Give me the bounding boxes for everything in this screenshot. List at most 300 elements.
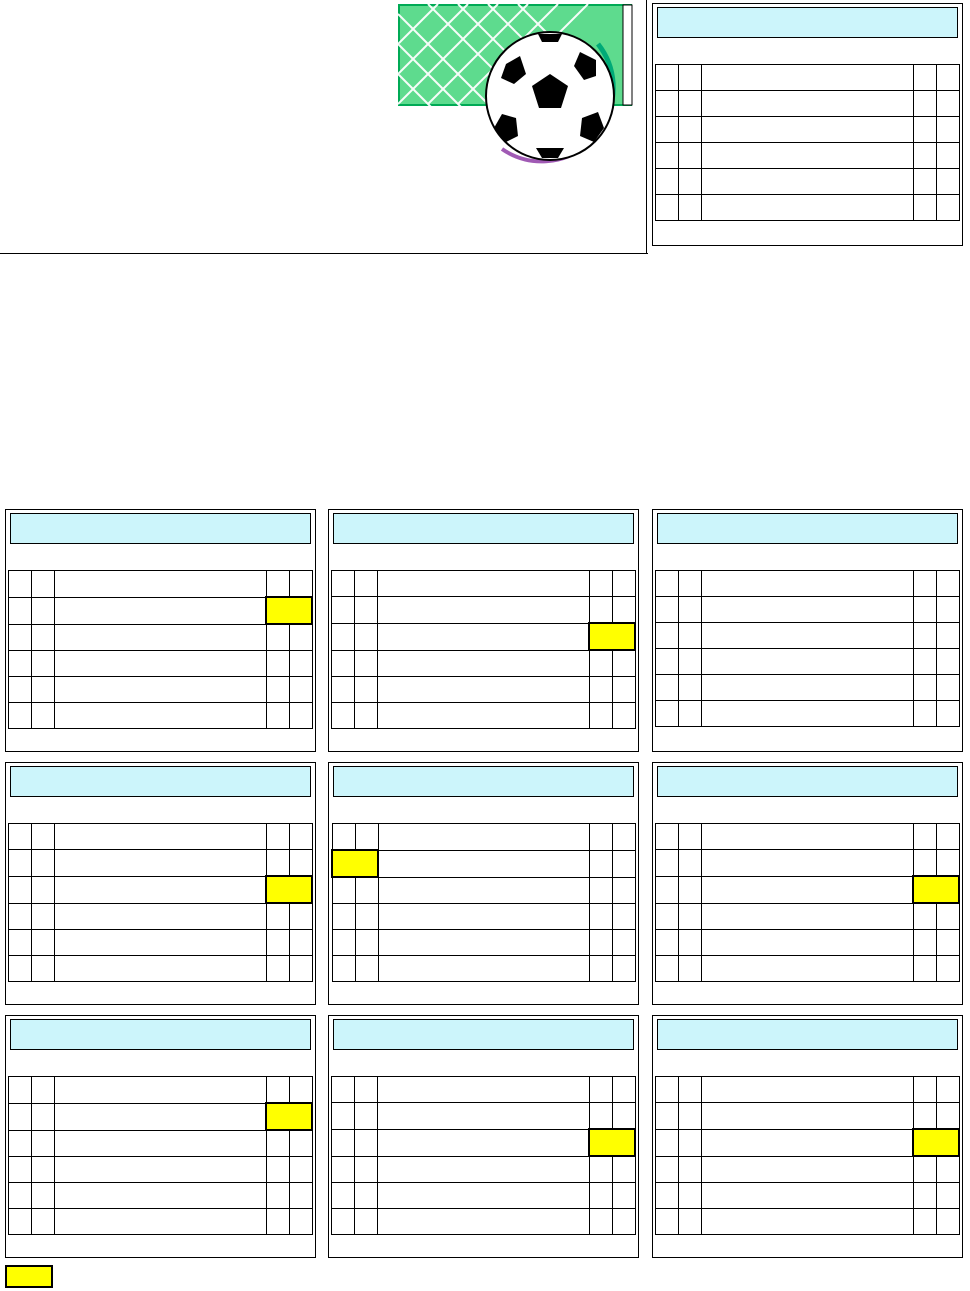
ritorno-away-score [289, 677, 312, 703]
match-row [656, 1077, 960, 1103]
andata-away-score [32, 956, 55, 982]
match-teams [378, 956, 590, 982]
match-teams [55, 703, 267, 729]
ritorno-away-score [936, 1077, 959, 1103]
match-teams [55, 850, 267, 877]
ritorno-home-score [266, 571, 289, 598]
match-teams [702, 956, 914, 982]
ritorno-home-score [266, 903, 289, 930]
matches-table [8, 570, 313, 729]
andata-home-score [332, 956, 355, 982]
match-row [9, 850, 313, 877]
andata-away-score [679, 1156, 702, 1183]
ritorno-home-score [914, 701, 937, 727]
andata-away-score [32, 903, 55, 930]
match-teams [702, 571, 914, 597]
match-teams [378, 1209, 590, 1235]
ritorno-home-score [914, 649, 937, 675]
andata-home-score [656, 1103, 679, 1130]
ritorno-home-score [589, 1129, 612, 1156]
andata-away-score [679, 117, 702, 143]
andata-home-score [656, 1156, 679, 1183]
ritorno-home-score [266, 1130, 289, 1157]
match-teams [55, 624, 267, 651]
ritorno-away-score [289, 903, 312, 930]
ritorno-away-score [937, 701, 960, 727]
andata-home-score [9, 703, 32, 729]
andata-home-score [656, 1209, 679, 1235]
andata-away-score [32, 1157, 55, 1183]
andata-home-score [656, 1077, 679, 1103]
giornata-title [10, 513, 311, 544]
andata-home-score [656, 649, 679, 675]
andata-away-score [355, 623, 378, 650]
ritorno-away-score [289, 956, 312, 982]
giornata-panel [5, 762, 316, 1005]
matches-table [655, 1076, 960, 1235]
ritorno-home-score [266, 651, 289, 677]
match-row [332, 877, 636, 904]
match-teams [702, 1183, 914, 1209]
match-teams [55, 1130, 267, 1157]
ritorno-home-score [589, 1077, 612, 1103]
ritorno-home-score [590, 824, 613, 851]
ritorno-home-score [913, 1156, 936, 1183]
andata-away-score [679, 930, 702, 956]
giornata-panel [5, 1015, 316, 1258]
match-row [332, 930, 636, 956]
ritorno-away-score [936, 850, 959, 877]
ritorno-home-score [913, 824, 936, 850]
ritorno-home-score [589, 571, 612, 597]
match-teams [702, 623, 914, 649]
giornata-panel [652, 762, 963, 1005]
match-row [332, 824, 636, 851]
andata-home-score [656, 143, 679, 169]
andata-home-score [332, 1209, 355, 1235]
ritorno-home-score [914, 623, 937, 649]
match-row [656, 1156, 960, 1183]
ritorno-away-score [937, 649, 960, 675]
matches-table [331, 570, 636, 729]
andata-home-score [9, 1157, 32, 1183]
andata-away-score [355, 1183, 378, 1209]
ritorno-home-score [589, 1209, 612, 1235]
match-teams [55, 956, 267, 982]
andata-away-score [679, 649, 702, 675]
ritorno-away-score [612, 650, 635, 677]
andata-away-score [32, 1103, 55, 1130]
ritorno-home-score [589, 650, 612, 677]
match-row [332, 1183, 636, 1209]
andata-away-score [355, 930, 378, 956]
ritorno-home-score [913, 1129, 936, 1156]
giornata-panel [652, 509, 963, 752]
match-row [656, 876, 960, 903]
andata-home-score [332, 1077, 355, 1103]
match-teams [378, 904, 590, 930]
andata-away-score [355, 1209, 378, 1235]
match-row [332, 850, 636, 877]
match-row [656, 117, 960, 143]
match-row [9, 703, 313, 729]
legend-swatch [5, 1265, 53, 1288]
giornata-dates [8, 1052, 313, 1074]
ritorno-home-score [914, 169, 937, 195]
ritorno-away-score [612, 1183, 635, 1209]
andata-home-score [656, 824, 679, 850]
match-teams [702, 91, 914, 117]
ritorno-home-score [266, 677, 289, 703]
ritorno-away-score [936, 1183, 959, 1209]
match-teams [55, 571, 267, 598]
ritorno-home-score [266, 824, 289, 850]
ritorno-home-score [913, 1103, 936, 1130]
andata-home-score [656, 597, 679, 623]
ritorno-home-score [266, 930, 289, 956]
ritorno-away-score [289, 1103, 312, 1130]
andata-home-score [332, 1183, 355, 1209]
andata-home-score [332, 877, 355, 904]
soccer-ball-icon [398, 4, 636, 170]
matches-table [655, 570, 960, 727]
match-teams [378, 877, 590, 904]
match-teams [55, 876, 267, 903]
andata-away-score [679, 1103, 702, 1130]
ritorno-away-score [936, 1129, 959, 1156]
giornata-dates [331, 1052, 636, 1074]
match-row [332, 677, 636, 703]
andata-away-score [679, 195, 702, 221]
ritorno-away-score [937, 195, 960, 221]
ritorno-away-score [936, 1103, 959, 1130]
andata-home-score [656, 195, 679, 221]
andata-home-score [9, 876, 32, 903]
match-row [332, 597, 636, 624]
match-row [656, 956, 960, 982]
ritorno-away-score [937, 571, 960, 597]
ritorno-away-score [613, 824, 636, 851]
match-row [9, 876, 313, 903]
ritorno-away-score [937, 143, 960, 169]
ritorno-home-score [266, 956, 289, 982]
andata-home-score [9, 850, 32, 877]
andata-home-score [9, 624, 32, 651]
ritorno-home-score [589, 703, 612, 729]
match-teams [702, 597, 914, 623]
andata-away-score [679, 623, 702, 649]
giornata-title [657, 766, 958, 797]
andata-away-score [32, 597, 55, 624]
andata-away-score [679, 143, 702, 169]
andata-home-score [332, 571, 355, 597]
giornata-title [10, 766, 311, 797]
andata-home-score [9, 824, 32, 850]
andata-away-score [355, 850, 378, 877]
ritorno-away-score [936, 903, 959, 930]
match-teams [55, 1077, 267, 1104]
ritorno-away-score [612, 1129, 635, 1156]
giornata-title [657, 1019, 958, 1050]
andata-home-score [332, 650, 355, 677]
ritorno-home-score [589, 1156, 612, 1183]
match-row [656, 675, 960, 701]
giornata-panel [328, 762, 639, 1005]
match-teams [702, 876, 914, 903]
ritorno-away-score [937, 169, 960, 195]
andata-home-score [656, 91, 679, 117]
ritorno-home-score [913, 1077, 936, 1103]
ritorno-away-score [613, 877, 636, 904]
andata-away-score [355, 703, 378, 729]
header [0, 0, 648, 254]
match-row [656, 1103, 960, 1130]
andata-away-score [679, 1183, 702, 1209]
ritorno-away-score [937, 675, 960, 701]
match-teams [702, 195, 914, 221]
andata-home-score [656, 65, 679, 91]
andata-away-score [355, 1103, 378, 1130]
match-teams [378, 824, 590, 851]
ritorno-away-score [936, 956, 959, 982]
ritorno-home-score [914, 117, 937, 143]
header-vertical-divider [646, 0, 647, 254]
ritorno-home-score [266, 1183, 289, 1209]
ritorno-home-score [589, 623, 612, 650]
ritorno-away-score [613, 904, 636, 930]
ritorno-home-score [913, 850, 936, 877]
ritorno-home-score [914, 195, 937, 221]
ritorno-home-score [589, 1183, 612, 1209]
match-row [656, 903, 960, 930]
andata-away-score [355, 956, 378, 982]
andata-away-score [355, 1129, 378, 1156]
match-teams [378, 703, 590, 729]
ritorno-away-score [289, 703, 312, 729]
andata-home-score [332, 850, 355, 877]
ritorno-away-score [937, 91, 960, 117]
match-row [656, 1209, 960, 1235]
match-teams [378, 1156, 590, 1183]
ritorno-away-score [289, 824, 312, 850]
andata-away-score [355, 597, 378, 624]
match-teams [378, 1129, 590, 1156]
andata-away-score [32, 850, 55, 877]
andata-home-score [332, 623, 355, 650]
ritorno-home-score [590, 956, 613, 982]
andata-home-score [332, 677, 355, 703]
andata-home-score [656, 930, 679, 956]
ritorno-home-score [914, 597, 937, 623]
ritorno-away-score [289, 876, 312, 903]
match-teams [702, 701, 914, 727]
andata-home-score [332, 1156, 355, 1183]
match-teams [702, 1077, 914, 1103]
giornata-panel [652, 3, 963, 246]
match-row [332, 1209, 636, 1235]
ritorno-away-score [612, 677, 635, 703]
giornata-dates [8, 546, 313, 568]
ritorno-away-score [612, 1077, 635, 1103]
andata-home-score [9, 677, 32, 703]
match-row [332, 956, 636, 982]
giornata-panel [328, 1015, 639, 1258]
ritorno-home-score [913, 1209, 936, 1235]
andata-away-score [355, 1156, 378, 1183]
andata-home-score [9, 571, 32, 598]
ritorno-away-score [289, 1157, 312, 1183]
match-row [656, 850, 960, 877]
match-teams [702, 1103, 914, 1130]
match-teams [378, 1103, 590, 1130]
match-teams [55, 1157, 267, 1183]
match-row [656, 1183, 960, 1209]
match-row [332, 703, 636, 729]
andata-home-score [656, 571, 679, 597]
match-row [332, 650, 636, 677]
match-teams [55, 677, 267, 703]
ritorno-home-score [266, 597, 289, 624]
match-row [656, 91, 960, 117]
andata-home-score [9, 1183, 32, 1209]
andata-away-score [679, 903, 702, 930]
ritorno-away-score [937, 117, 960, 143]
ritorno-home-score [913, 903, 936, 930]
match-teams [55, 903, 267, 930]
andata-away-score [32, 624, 55, 651]
andata-home-score [9, 1130, 32, 1157]
andata-away-score [679, 876, 702, 903]
match-teams [702, 1209, 914, 1235]
ritorno-home-score [589, 677, 612, 703]
match-row [9, 956, 313, 982]
ritorno-away-score [289, 1209, 312, 1235]
andata-away-score [32, 651, 55, 677]
match-row [656, 195, 960, 221]
ritorno-home-score [266, 703, 289, 729]
giornata-panel [328, 509, 639, 752]
match-row [332, 904, 636, 930]
andata-home-score [9, 597, 32, 624]
andata-away-score [679, 675, 702, 701]
andata-away-score [679, 597, 702, 623]
match-row [9, 651, 313, 677]
ritorno-away-score [613, 850, 636, 877]
matches-table [655, 64, 960, 221]
andata-away-score [679, 571, 702, 597]
match-teams [55, 824, 267, 850]
ritorno-away-score [937, 597, 960, 623]
andata-away-score [355, 571, 378, 597]
match-teams [702, 143, 914, 169]
ritorno-home-score [266, 624, 289, 651]
andata-away-score [679, 65, 702, 91]
match-teams [702, 1156, 914, 1183]
andata-away-score [355, 1077, 378, 1103]
match-row [332, 1129, 636, 1156]
header-divider [0, 253, 648, 254]
ritorno-home-score [266, 850, 289, 877]
andata-home-score [656, 1183, 679, 1209]
ritorno-home-score [913, 1183, 936, 1209]
match-teams [378, 677, 590, 703]
ritorno-away-score [289, 1077, 312, 1104]
andata-away-score [679, 824, 702, 850]
match-teams [55, 1103, 267, 1130]
ritorno-away-score [612, 571, 635, 597]
ritorno-away-score [289, 850, 312, 877]
andata-home-score [332, 1129, 355, 1156]
match-row [332, 1156, 636, 1183]
ritorno-home-score [590, 930, 613, 956]
match-row [656, 930, 960, 956]
giornata-dates [8, 799, 313, 821]
match-row [332, 1103, 636, 1130]
ritorno-away-score [289, 1183, 312, 1209]
andata-away-score [32, 824, 55, 850]
match-teams [702, 903, 914, 930]
andata-away-score [32, 1077, 55, 1104]
andata-home-score [9, 1209, 32, 1235]
match-row [9, 1157, 313, 1183]
giornata-panel [5, 509, 316, 752]
ritorno-away-score [289, 651, 312, 677]
giornata-dates [655, 40, 960, 62]
giornata-title [333, 1019, 634, 1050]
match-row [9, 1183, 313, 1209]
match-teams [55, 930, 267, 956]
match-teams [702, 65, 914, 91]
andata-home-score [656, 701, 679, 727]
match-teams [702, 169, 914, 195]
ritorno-away-score [937, 65, 960, 91]
match-teams [702, 930, 914, 956]
andata-away-score [32, 677, 55, 703]
match-teams [378, 623, 590, 650]
match-row [9, 597, 313, 624]
match-teams [55, 1183, 267, 1209]
giornata-dates [655, 799, 960, 821]
andata-home-score [9, 651, 32, 677]
match-teams [55, 597, 267, 624]
ritorno-away-score [612, 1103, 635, 1130]
match-teams [378, 930, 590, 956]
andata-away-score [355, 677, 378, 703]
match-row [9, 824, 313, 850]
match-teams [702, 675, 914, 701]
andata-away-score [679, 956, 702, 982]
andata-away-score [355, 650, 378, 677]
andata-away-score [679, 169, 702, 195]
andata-away-score [355, 877, 378, 904]
ritorno-away-score [289, 624, 312, 651]
ritorno-home-score [589, 597, 612, 624]
ritorno-away-score [937, 623, 960, 649]
giornata-dates [655, 1052, 960, 1074]
match-row [332, 1077, 636, 1103]
ritorno-home-score [266, 1157, 289, 1183]
andata-home-score [656, 675, 679, 701]
andata-home-score [9, 930, 32, 956]
andata-away-score [679, 701, 702, 727]
andata-home-score [656, 903, 679, 930]
andata-away-score [32, 571, 55, 598]
andata-home-score [9, 1103, 32, 1130]
andata-away-score [355, 904, 378, 930]
match-teams [55, 1209, 267, 1235]
giornata-title [657, 513, 958, 544]
ritorno-home-score [914, 675, 937, 701]
